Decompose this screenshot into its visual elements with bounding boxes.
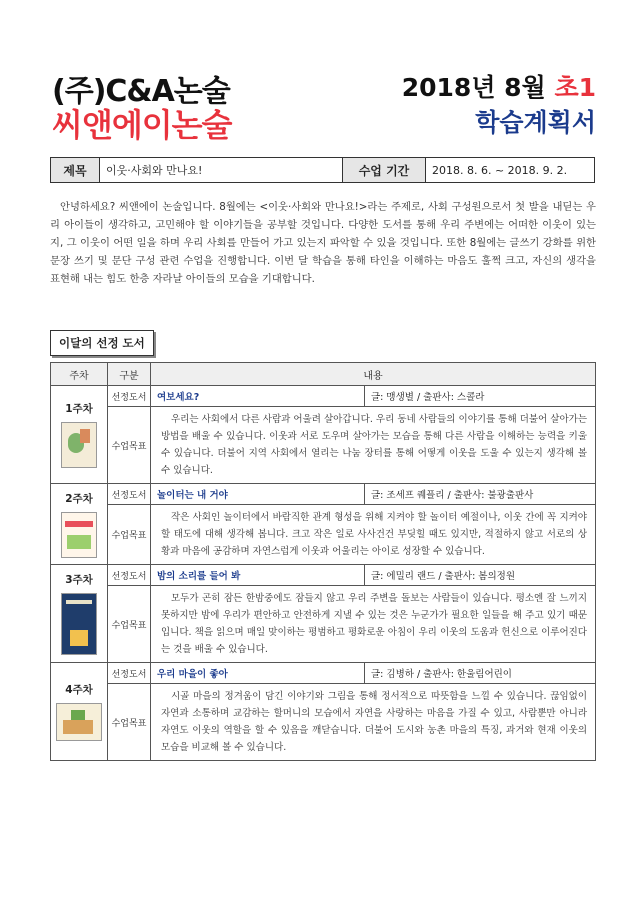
week-cell [51,484,108,565]
week-cell [51,386,108,484]
book-title: 밤의 소리를 들어 봐 [151,565,365,586]
book-title: 놀이터는 내 거야 [151,484,365,505]
plan-title: 학습계획서 [475,108,596,137]
period-label: 수업 기간 [343,158,426,183]
table-row [51,565,596,586]
book-title: 여보세요? [151,386,365,407]
week-label: 1주차 [65,403,93,415]
book-author: 글: 김병하 / 출판사: 한울림어린이 [365,663,596,684]
week-label: 3주차 [65,574,93,586]
period-value: 2018. 8. 6. ~ 2018. 9. 2. [426,158,595,183]
book-author: 글: 조세프 퀘플리 / 출판사: 불광출판사 [365,484,596,505]
subject-label: 제목 [51,158,100,183]
week-cell [51,565,108,663]
table-row [51,684,596,761]
company-logo: (주)C&A논술 [52,74,230,109]
subject-value: 이웃·사회와 만나요! [100,158,343,183]
table-row [51,663,596,684]
book-author: 글: 맹생별 / 출판사: 스콜라 [365,386,596,407]
grade-label: 초1 [554,73,596,102]
company-logo-korean: 씨앤에이논술 [52,106,232,144]
col-week: 주차 [51,363,108,386]
info-table [50,157,595,183]
week-cell [51,663,108,761]
intro-paragraph: 안녕하세요? 씨앤에이 논술입니다. 8월에는 <이웃·사회와 만나요!>라는 주제로, 사회 구성원으로서 첫 발을 내딛는 우리 아이들이 생각하고, 고민해야 할 이야기들을 공부할 것입니다. 다양한 도서를 통해 우리 주변에는 어떠한 이웃이 있는지, 그 이웃이 어떤 일을 하며 우리 사회를 만들어 가고 있는지 파악할 수 있을 것입니다. 또한 8월에는 글쓰기 강화를 위한 문장 쓰기 및 문단 구성 관련 수업을 진행합니다. 이번 달 학습을 통해 타인을 이해하는 마음도 훌쩍 크고, 자신의 생각을 표현해 내는 힘도 한층 자라날 아이들의 모습을 기대합니다. [50,201,596,285]
table-row [51,484,596,505]
goal-label: 수업목표 [108,586,151,663]
book-label: 선정도서 [108,663,151,684]
goal-text: 작은 사회인 놀이터에서 바람직한 관계 형성을 위해 지켜야 할 놀이터 예절이나, 이웃 간에 꼭 지켜야 할 태도에 대해 생각해 봅니다. 크고 작은 일로 사사건건 부딪힐 때도 있지만, 적절하지 않고 서로의 상황과 마음에 공감하며 자연스럽게 이웃과 어울리는 아이로 성장할 수 있습니다. [151,505,596,565]
year-month-heading [402,68,596,104]
year-month: 2018년 8월 [401,73,546,102]
book-cover-image [61,593,97,655]
section-title: 이달의 선정 도서 [50,330,154,356]
book-cover-image [56,703,102,741]
table-row [51,407,596,484]
book-label: 선정도서 [108,386,151,407]
book-title: 우리 마을이 좋아 [151,663,365,684]
week-label: 4주차 [65,684,93,696]
book-author: 글: 에밀리 랜드 / 출판사: 봄의정원 [365,565,596,586]
goal-label: 수업목표 [108,505,151,565]
goal-text: 모두가 곤히 잠든 한밤중에도 잠들지 않고 우리 주변을 돌보는 사람들이 있습니다. 평소엔 잘 느끼지 못하지만 밤에 우리가 편안하고 안전하게 지낼 수 있는 것은 누군가가 필요한 일들을 해 주고 있기 때문입니다. 책을 읽으며 매일 맞이하는 평범하고 평화로운 아침이 우리 이웃의 도움과 헌신으로 이루어진다는 것을 배울 수 있습니다. [151,586,596,663]
col-content: 내용 [151,363,596,386]
week-label: 2주차 [65,492,93,505]
book-cover-image [61,422,97,468]
goal-text: 우리는 사회에서 다른 사람과 어울려 살아갑니다. 우리 동네 사람들의 이야기를 통해 더불어 살아가는 방법을 배울 수 있습니다. 이웃과 서로 도우며 살아가는 모습을 통해 다른 사람을 이해하는 능력을 키울 수 있습니다. 더불어 지역 사회에서 열리는 나눔 장터를 통해 어떻게 이웃을 도울 수 있는지 생각해 볼 수 있습니다. [151,407,596,484]
book-table [50,362,596,761]
book-label: 선정도서 [108,484,151,505]
goal-label: 수업목표 [108,684,151,761]
table-header-row [51,363,596,386]
book-cover-image [61,512,97,558]
col-type: 구분 [108,363,151,386]
table-row [51,586,596,663]
table-row [51,386,596,407]
goal-text: 시골 마을의 정겨움이 담긴 이야기와 그림을 통해 정서적으로 따뜻함을 느낄 수 있습니다. 끊임없이 자연과 소통하며 교감하는 할머니의 모습에서 자연을 사랑하는 마음을 가질 수 있고, 사람뿐만 아니라 자연도 이웃의 역할을 할 수 있음을 깨닫습니다. 더불어 도시와 농촌 마을의 특징, 과거와 현재 이웃의 모습을 비교해 볼 수 있습니다. [151,684,596,761]
table-row [51,505,596,565]
goal-label: 수업목표 [108,407,151,484]
book-label: 선정도서 [108,565,151,586]
